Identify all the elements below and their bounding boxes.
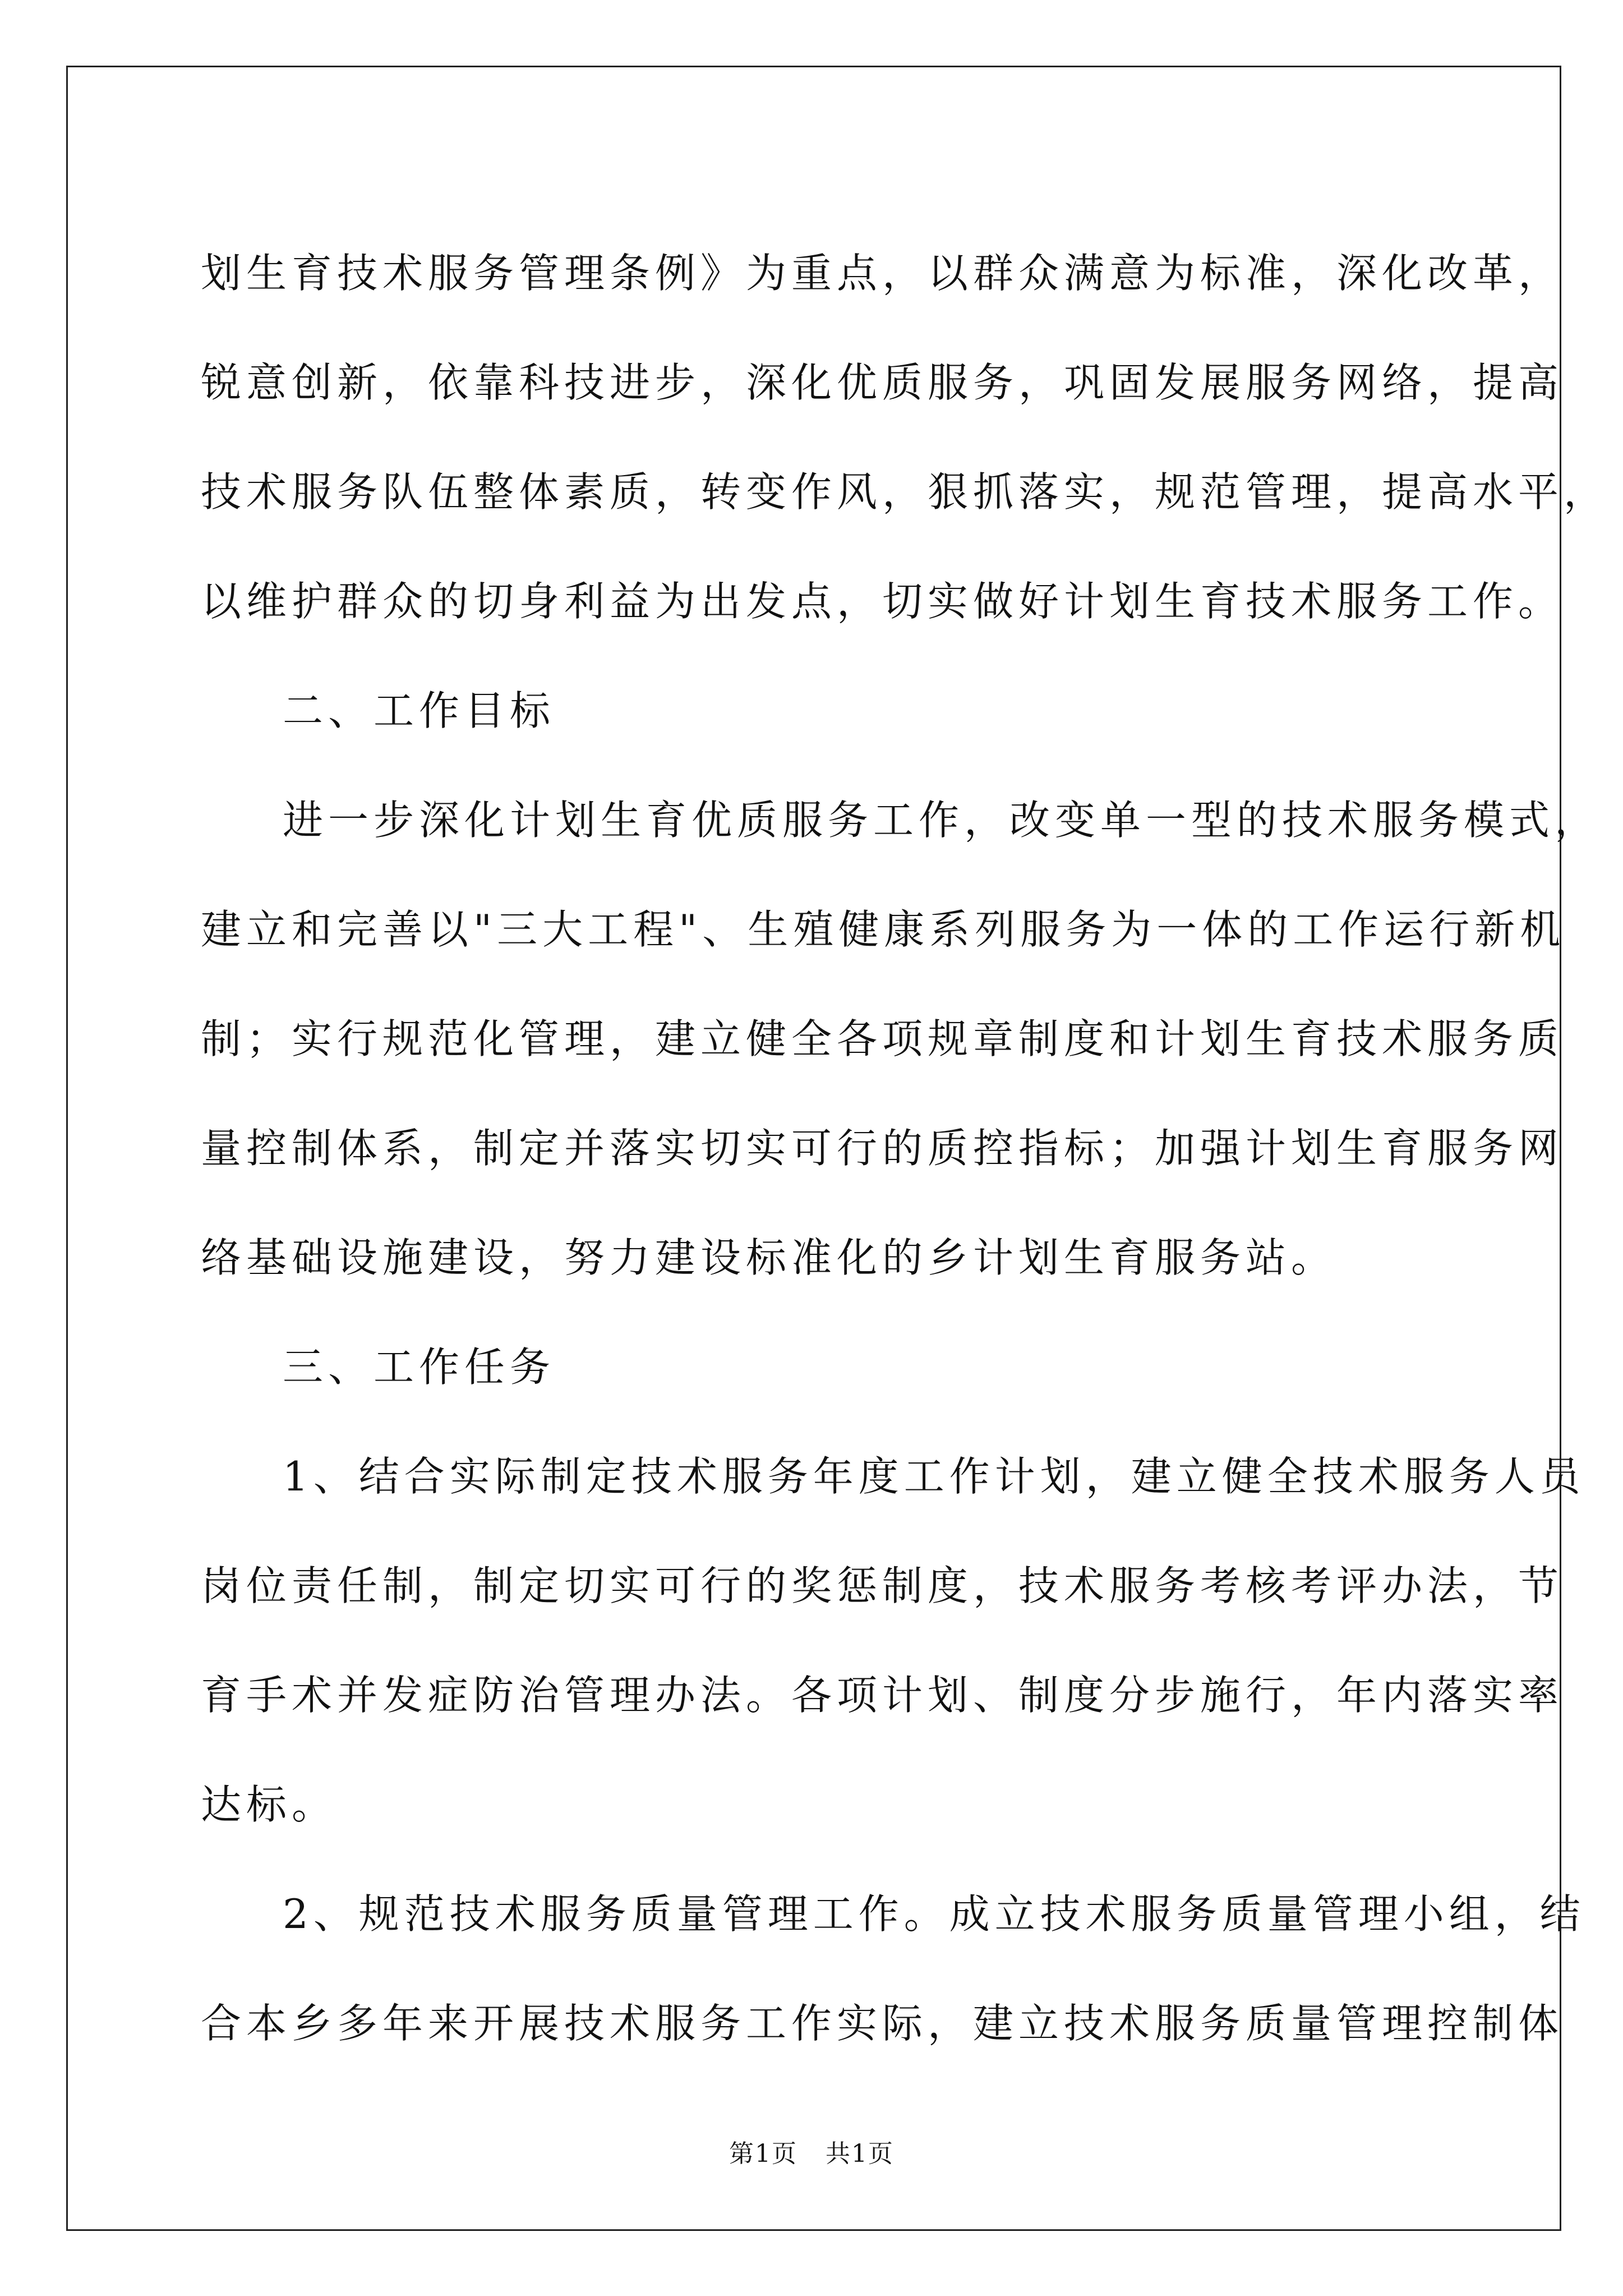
section-heading-3 [201,1313,1432,1422]
text-line: 1、结合实际制定技术服务年度工作计划，建立健全技术服务人员 [283,1453,1585,1500]
text-line: 锐意创新，依靠科技进步，深化优质服务，巩固发展服务网络，提高 [201,359,1564,406]
heading-text: 二、工作目标 [283,687,556,734]
text-line: 络基础设施建设，努力建设标准化的乡计划生育服务站。 [201,1234,1337,1281]
text-line: 育手术并发症防治管理办法。各项计划、制度分步施行，年内落实率 [201,1672,1564,1719]
document-body [201,219,1610,2078]
heading-text: 三、工作任务 [283,1343,556,1391]
text-line: 建立和完善以"三大工程"、生殖健康系列服务为一体的工作运行新机 [201,906,1566,953]
section-heading-2 [201,656,1432,766]
text-line: 合本乡多年来开展技术服务工作实际，建立技术服务质量管理控制体 [201,2000,1564,2047]
text-line: 技术服务队伍整体素质，转变作风，狠抓落实，规范管理，提高水平， [201,468,1610,516]
text-line: 进一步深化计划生育优质服务工作，改变单一型的技术服务模式， [283,797,1601,844]
text-line: 量控制体系，制定并落实切实可行的质控指标；加强计划生育服务网 [201,1125,1564,1172]
paragraph-2 [201,766,1601,1313]
text-line: 划生育技术服务管理条例》为重点，以群众满意为标准，深化改革， [201,250,1564,297]
text-line: 2、规范技术服务质量管理工作。成立技术服务质量管理小组，结 [283,1890,1585,1938]
page-footer [0,2137,1623,2171]
text-line: 岗位责任制，制定切实可行的奖惩制度，技术服务考核考评办法，节 [201,1562,1564,1609]
text-line: 达标。 [201,1781,338,1828]
paragraph-4 [201,1860,1585,2078]
page-total: 共1页 [826,2139,894,2168]
text-line: 以维护群众的切身利益为出发点，切实做好计划生育技术服务工作。 [201,578,1564,625]
text-line: 制；实行规范化管理，建立健全各项规章制度和计划生育技术服务质 [201,1015,1564,1062]
paragraph-3 [201,1422,1585,1860]
paragraph-1 [201,219,1610,656]
page-number: 第1页 [729,2139,797,2168]
